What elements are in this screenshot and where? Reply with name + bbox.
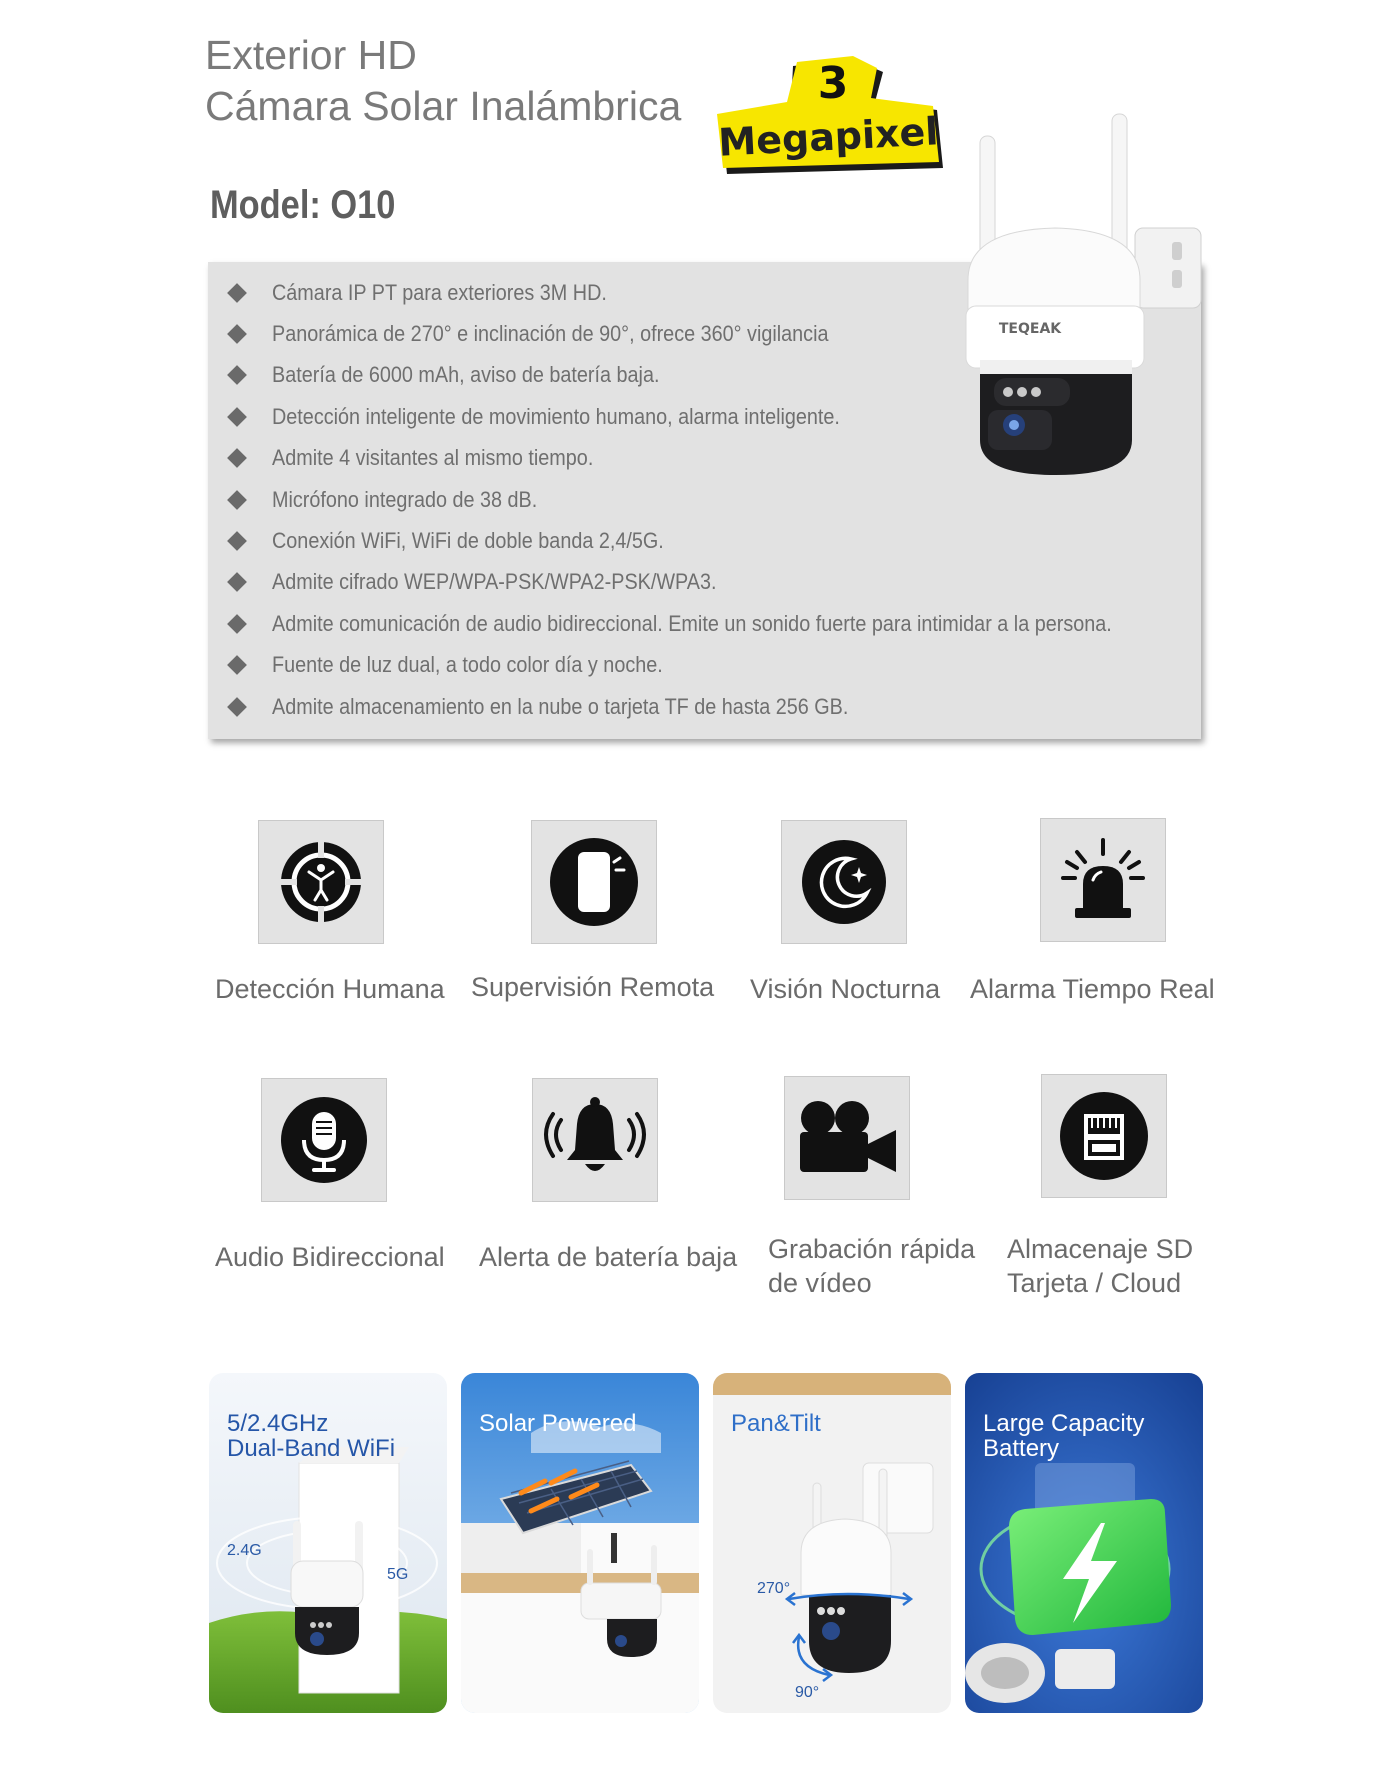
diamond-bullet-icon — [227, 573, 247, 593]
feature-item: Admite cifrado WEP/WPA-PSK/WPA2-PSK/WPA3. — [230, 562, 1205, 603]
low-battery-alert-label: Alerta de batería baja — [479, 1242, 738, 1272]
promo-title: Solar Powered — [479, 1410, 637, 1437]
alarm-siren-icon — [1055, 832, 1151, 928]
two-way-audio-label: Audio Bidireccional — [215, 1242, 445, 1272]
sd-card-icon — [1058, 1090, 1150, 1182]
promo-label-90: 90° — [795, 1684, 820, 1701]
feature-item: Admite comunicación de audio bidireccional. Emite un sonido fuerte para intimidar a la persona. — [230, 603, 1205, 644]
microphone-icon — [278, 1094, 370, 1186]
video-camera-icon — [792, 1098, 902, 1178]
promo-dual-band-wifi — [209, 1373, 447, 1713]
model-label: Model: O10 — [210, 183, 396, 227]
feature-item: Conexión WiFi, WiFi de doble banda 2,4/5G. — [230, 520, 1205, 561]
feature-item: Micrófono integrado de 38 dB. — [230, 479, 1205, 520]
promo-pan-tilt — [713, 1373, 951, 1713]
video-recording-tile — [784, 1076, 910, 1200]
sd-storage-tile — [1041, 1074, 1167, 1198]
feature-item: Panorámica de 270° e inclinación de 90°, ofrece 360° vigilancia — [230, 313, 1205, 354]
title-line-1: Exterior HD — [205, 32, 417, 78]
two-way-audio-tile — [261, 1078, 387, 1202]
feature-item: Detección inteligente de movimiento humano, alarma inteligente. — [230, 396, 1205, 437]
sd-storage-label: Almacenaje SD Tarjeta / Cloud — [1007, 1234, 1194, 1298]
promo-title: Large Capacity Battery — [983, 1410, 1145, 1462]
diamond-bullet-icon — [227, 407, 247, 427]
diamond-bullet-icon — [227, 531, 247, 551]
megapixel-badge — [715, 56, 947, 181]
low-battery-alert-tile — [532, 1078, 658, 1202]
camera-product-image — [960, 110, 1210, 510]
diamond-bullet-icon — [227, 614, 247, 634]
feature-item: Admite 4 visitantes al mismo tiempo. — [230, 438, 1205, 479]
diamond-bullet-icon — [227, 448, 247, 468]
diamond-bullet-icon — [227, 655, 247, 675]
phone-icon — [548, 836, 640, 928]
bell-icon — [539, 1094, 651, 1186]
badge-number: 3 — [817, 58, 849, 109]
product-title — [205, 30, 681, 132]
diamond-bullet-icon — [227, 324, 247, 344]
feature-item: Admite almacenamiento en la nube o tarjeta TF de hasta 256 GB. — [230, 686, 1205, 727]
remote-supervision-tile — [531, 820, 657, 944]
video-recording-label: Grabación rápida de vídeo — [768, 1234, 976, 1298]
camera-brand-label: TEQEAK — [998, 321, 1062, 337]
feature-item: Batería de 6000 mAh, aviso de batería baja. — [230, 355, 1205, 396]
promo-label-270: 270° — [757, 1580, 791, 1597]
promo-large-battery — [965, 1373, 1203, 1713]
remote-supervision-label: Supervisión Remota — [471, 972, 715, 1002]
promo-solar-powered — [461, 1373, 699, 1713]
real-time-alarm-tile — [1040, 818, 1166, 942]
badge-text: Megapixel — [717, 109, 940, 165]
human-detection-tile — [258, 820, 384, 944]
title-line-2: Cámara Solar Inalámbrica — [205, 83, 682, 129]
feature-item: Cámara IP PT para exteriores 3M HD. — [230, 272, 1205, 313]
diamond-bullet-icon — [227, 366, 247, 386]
moon-icon — [799, 837, 889, 927]
feature-item: Fuente de luz dual, a todo color día y noche. — [230, 645, 1205, 686]
real-time-alarm-label: Alarma Tiempo Real — [970, 974, 1215, 1004]
promo-label-5g: 5G — [387, 1566, 409, 1583]
promo-label-2g: 2.4G — [227, 1542, 262, 1559]
night-vision-tile — [781, 820, 907, 944]
diamond-bullet-icon — [227, 697, 247, 717]
night-vision-label: Visión Nocturna — [750, 974, 941, 1004]
promo-title: 5/2.4GHz Dual-Band WiFi — [227, 1410, 396, 1462]
promo-title: Pan&Tilt — [731, 1410, 821, 1437]
diamond-bullet-icon — [227, 490, 247, 510]
human-detection-label: Detección Humana — [215, 974, 445, 1004]
human-detection-icon — [275, 836, 367, 928]
diamond-bullet-icon — [227, 283, 247, 303]
